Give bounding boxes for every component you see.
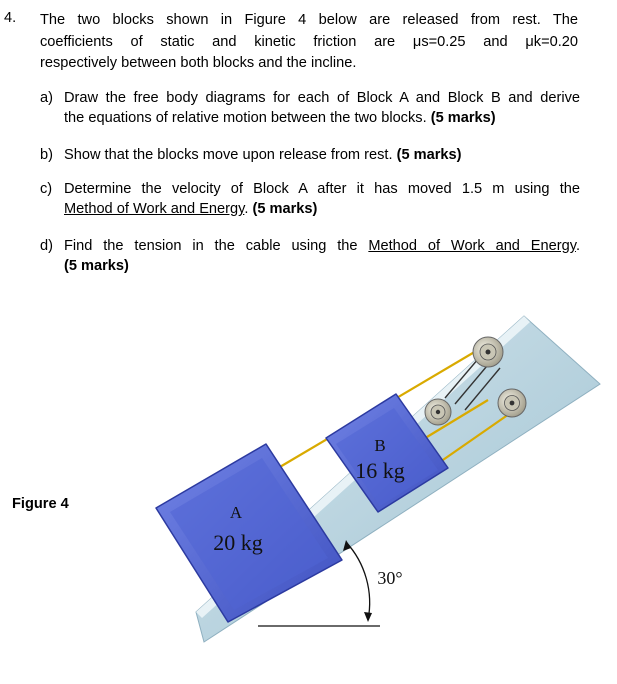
question-number: 4.: [4, 10, 17, 26]
block-b-letter: B: [374, 436, 386, 455]
pulley-right: [498, 389, 526, 417]
part-b-marks: (5 marks): [396, 147, 462, 163]
part-d-label: d): [40, 238, 53, 254]
part-c-method: Method of Work and Energy: [64, 201, 245, 217]
part-d-text: Find the tension in the cable using the: [64, 238, 358, 254]
figure-caption: Figure 4: [12, 496, 69, 512]
angle-label: 30°: [377, 568, 403, 588]
part-d-marks: (5 marks): [64, 258, 129, 274]
part-b-label: b): [40, 147, 53, 163]
part-b-text: Show that the blocks move upon release from rest.: [64, 147, 393, 163]
pulley-top: [473, 337, 503, 367]
part-a-line-2: the equations of relative motion between the two blocks.: [64, 110, 427, 126]
pulley-middle: [425, 399, 451, 425]
part-c-line-1: Determine the velocity of Block A after it has moved 1.5 m using the: [64, 181, 580, 197]
part-a-marks: (5 marks): [430, 110, 496, 126]
part-d-punct: .: [575, 238, 581, 254]
intro-line-1: The two blocks shown in Figure 4 below are released from rest. The: [40, 12, 578, 28]
block-a-mass: 20 kg: [213, 530, 263, 555]
part-a-line-1: Draw the free body diagrams for each of Block A and Block B and derive: [64, 90, 580, 106]
block-a-letter: A: [229, 503, 243, 522]
intro-line-2: coefficients of static and kinetic friction are μs=0.25 and μk=0.20: [40, 33, 578, 50]
block-b-mass: 16 kg: [355, 458, 405, 483]
part-a-label: a): [40, 90, 53, 106]
part-c-marks: (5 marks): [252, 201, 318, 217]
part-c-label: c): [40, 181, 53, 197]
part-c-punct: .: [244, 201, 249, 217]
part-d-method: Method of Work and Energy: [368, 238, 576, 254]
intro-line-3: respectively between both blocks and the incline.: [40, 55, 357, 71]
